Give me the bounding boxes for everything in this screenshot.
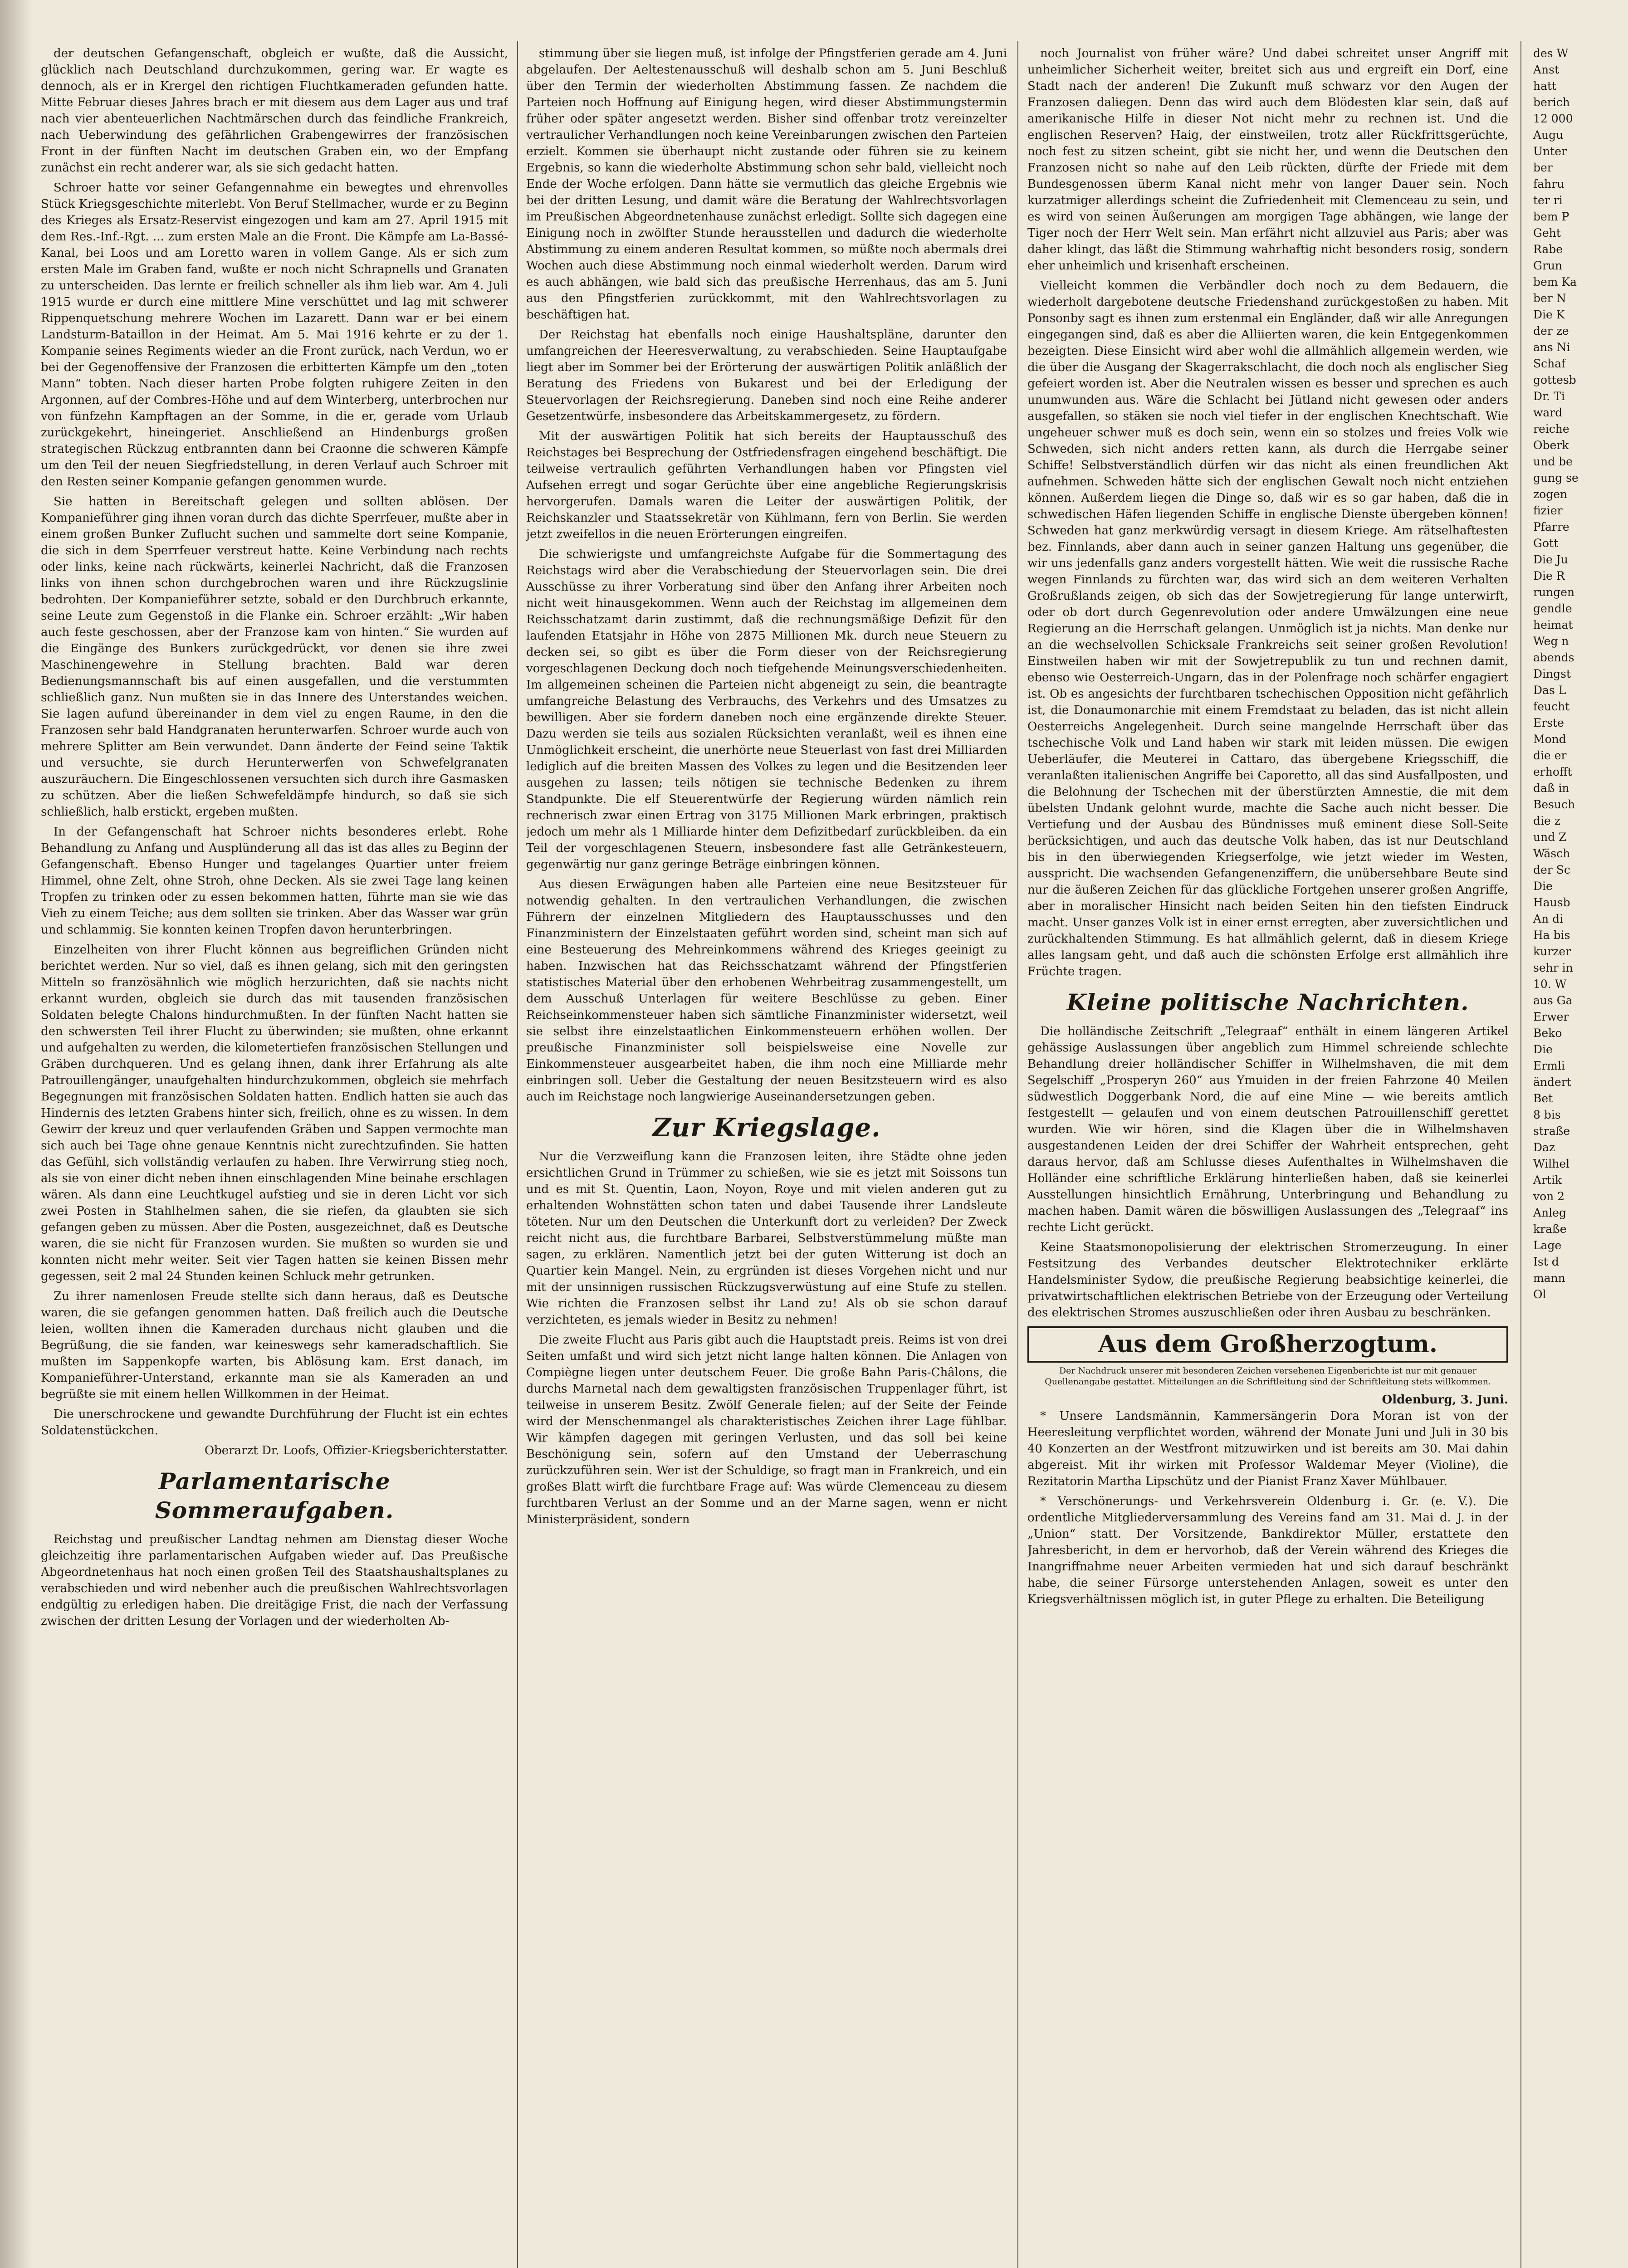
fragment-line: Schaf xyxy=(1533,357,1566,370)
paragraph: stimmung über sie liegen muß, ist infolge der Pfingstferien gerade am 4. Juni abgelaufen. Der Aeltestenausschuß will deshalb schon am 5. Juni Beschluß über den Termin der wiederholten Abstimmung fassen. Ze nachdem die Parteien noch Hoffnung auf Einigung hegen, wird dieser Abstimmungstermin früher oder später angesetzt werden. Bisher sind offenbar trotz vereinzelter vertraulicher Verhandlungen noch keine Vereinbarungen zwischen den Parteien erzielt. Kommen sie überhaupt nicht zustande oder führen sie zu keinem Ergebnis, so kann die wiederholte Abstimmung schon sehr bald, vielleicht noch Ende der Woche erfolgen. Dann hätte sie vermutlich das gleiche Ergebnis wie bei der dritten Lesung, und damit wäre die Beratung der Wahlrechtsvorlagen im Preußischen Abgeordnetenhause zunächst erledigt. Sollte sich dagegen eine Einigung noch in zwölfter Stunde herausstellen und dadurch die wiederholte Abstimmung zu einem anderen Resultat kommen, so müßte noch abermals drei Wochen auch diese Abstimmung noch einmal wiederholt werden. Darum wird es auch abhängen, wie bald sich das preußische Herrenhaus, das am 5. Juni aus den Pfingstferien zurückkommt, mit den Wahlrechtsvorlagen zu beschäftigen hat. xyxy=(526,47,1007,322)
column-3 xyxy=(1027,45,1508,2268)
fragment-line: feucht xyxy=(1533,700,1570,713)
article-flucht xyxy=(41,45,508,1459)
dateline: Oldenburg, 3. Juni. xyxy=(1382,1393,1508,1407)
fragment-line: Weg n xyxy=(1533,635,1569,648)
paragraph: Die schwierigste und umfangreichste Aufgabe für die Sommertagung des Reichstags wird aber die Verabschiedung der Steuervorlagen sein. Die drei Ausschüsse zu ihrer Vorberatung sind über den Anfang ihrer Arbeiten noch nicht weit hinausgekommen. Wenn auch der Reichstag im allgemeinen dem Reichsschatzamt darin zustimmt, daß die rechnungsmäßige Defizit für den laufenden Etatsjahr in Höhe von 2875 Millionen Mk. durch neue Steuern zu decken sei, so gibt es über die Form dieser von der Reichsregierung vorgeschlagenen Deckung doch noch tiefgehende Meinungsverschiedenheiten. Im allgemeinen scheinen die Parteien nicht abgeneigt zu sein, die beantragte umfangreiche Belastung des Verbrauchs, des Verkehrs und des Umsatzes zu bewilligen. Aber sie fordern daneben noch eine ergänzende direkte Steuer. Dazu werden sie teils aus sozialen Rücksichten veranlaßt, weil es ihnen eine Unmöglichkeit erscheint, die unerhörte neue Steuerlast von fast drei Milliarden lediglich auf die breiten Massen des Volkes zu legen und die Besitzenden leer ausgehen zu lassen; teils nötigen sie technische Bedenken zu ihrem Standpunkte. Die elf Steuerentwürfe der Regierung würden nämlich rein rechnerisch zwar einen Ertrag von 3175 Millionen Mark erbringen, praktisch jedoch um mehr als 1 Milliarde hinter dem Defizitbedarf zurückbleiben. da ein Teil der vorgeschlagenen Steuern, insbesondere fast alle Getränkesteuern, gegenwärtig nur ganz geringe Beträge einbringen können. xyxy=(526,547,1007,871)
paragraph: Einzelheiten von ihrer Flucht können aus begreiflichen Gründen nicht berichtet werden. Nur so viel, daß es ihnen gelang, sich mit den geringsten Mitteln so französähnlich wie möglich herzurichten, daß sie nachts nicht erkannt wurden, obgleich sie durch das mit tausenden französischen Soldaten belegte Chalons hindurchmußten. In der fünften Nacht hatten sie den schwersten Teil ihrer Flucht zu überwinden; sie mußten, ohne erkannt und aufgehalten zu werden, die kilometertiefen französischen Stellungen und Gräben durchqueren. Und es gelang ihnen, dank ihrer Erfahrung als alte Patrouillengänger, unaufgehalten hindurchzukommen, obgleich sie mehrfach Begegnungen mit französischen Soldaten hatten. Endlich hatten sie auch das Hindernis des letzten Grabens hinter sich, freilich, ohne es zu wissen. In dem Gewirr der kreuz und quer verlaufenden Gräben und Sappen vermochte man sich auch bei Tage ohne genaue Kenntnis nicht zurechtzufinden. Sie hatten das Gefühl, sich vollständig verlaufen zu haben. Ihre Verwirrung stieg noch, als sie von einer dicht neben ihnen einschlagenden Mine beinahe erschlagen wären. Als dann eine Leuchtkugel aufstieg und sie in deren Licht vor sich zwei Posten in Stahlhelmen sahen, die sie riefen, da glaubten sie sich gefangen geben zu müssen. Aber die Posten, ausgezeichnet, daß es Deutsche waren, die sie nicht für Franzosen wurden. Sie mußten so wurden sie und konnten nicht mehr weiter. Seit vier Tagen hatten sie keinen Bissen mehr gegessen, seit 2 mal 24 Stunden keinen Schluck mehr getrunken. xyxy=(41,943,508,1283)
fragment-line: Wilhel xyxy=(1533,1157,1570,1170)
fragment-line: erhofft xyxy=(1533,765,1572,778)
paragraph: Der Reichstag hat ebenfalls noch einige Haushaltspläne, darunter den umfangreichen der Heeresverwaltung, zu verabschieden. Seine Hauptaufgabe liegt aber im Sommer bei der Erörterung der auswärtigen Politik anläßlich der Beratung des Friedens von Bukarest und bei der Erledigung der Steuervorlagen der Reichsregierung. Daneben sind noch eine Reihe anderer Gesetzentwürfe, insbesondere das Arbeitskammergesetz, zu fördern. xyxy=(526,328,1007,423)
fragment-line: Beko xyxy=(1533,1026,1562,1040)
fragment-line: Mond xyxy=(1533,733,1566,746)
paragraph: Sie hatten in Bereitschaft gelegen und sollten ablösen. Der Kompanieführer ging ihnen voran durch das dichte Sperrfeuer, mußte aber in einem großen Bunker Zuflucht suchen und sammelte dort seine Kompanie, die sich in dem Sperrfeuer verstreut hatte. Keine Verbindung nach rechts oder links, keine nach rückwärts, keinerlei Nachricht, daß die Franzosen links von ihnen schon durchgebrochen waren und ihre Rückzugslinie bedrohten. Der Kompanieführer setzte, sobald er den Durchbruch erkannte, seine Leute zum Gegenstoß in die Flanke ein. Schroer erzählt: „Wir haben auch feste geschossen, aber der Franzose kam von hinten.“ Sie wurden auf die Eingänge des Bunkers zurückgedrückt, vor denen sie ihre zwei Maschinengewehre in Stellung brachten. Bald war deren Bedienungsmannschaft bis auf einen ausgefallen, und die verstummten schließlich ganz. Nun mußten sie in das Innere des Unterstandes weichen. Sie lagen aufund übereinander in dem viel zu engen Raume, in den die Franzosen sehr bald Handgranaten herunterwarfen. Schroer wurde auch von mehrere Splitter am Bein verwundet. Dann änderte der Feind seine Taktik und versuchte, sie durch Herunterwerfen von Schwefelgranaten auszuräuchern. Die Eingeschlossenen versuchten sich durch ihre Gasmasken zu schützen. Aber die ließen Schwefeldämpfe hindurch, so daß sie sich schließlich, halb erstickt, ergeben mußten. xyxy=(41,495,508,819)
fragment-line: Oberk xyxy=(1533,439,1569,452)
fragment-line: und Z xyxy=(1533,831,1567,844)
fragment-line: 8 bis xyxy=(1533,1108,1561,1121)
fragment-line: fahru xyxy=(1533,177,1564,191)
paragraph: * Verschönerungs- und Verkehrsverein Oldenburg i. Gr. (e. V.). Die ordentliche Mitgliederversammlung des Vereins fand am 31. Mai d. J. in der „Union“ statt. Der Vorsitzende, Bankdirektor Müller, erstattete den Jahresbericht, in dem er hervorhob, daß der Verein während des Krieges die Inangriffnahme neuer Arbeiten vermieden hat und sich darauf beschränkt habe, die seiner Fürsorge unterstehenden Anlagen, soweit es unter den Kriegsverhältnissen möglich ist, in guter Pflege zu erhalten. Die Beteiligung xyxy=(1027,1495,1508,1606)
fragment-line: Anst xyxy=(1533,63,1560,76)
paragraph: Schroer hatte vor seiner Gefangennahme ein bewegtes und ehrenvolles Stück Kriegsgeschichte miterlebt. Von Beruf Stellmacher, wurde er zu Beginn des Krieges als Ersatz-Reservist eingezogen und kam am 27. April 1915 mit dem Res.-Inf.-Rgt. ... zum ersten Male an die Front. Die Kämpfe am La-Bassé-Kanal, bei Loos und am Loretto waren in vollem Gange. Als er sich zum ersten Male im Graben fand, wußte er noch nicht Schrapnells und Granaten zu unterscheiden. Das lernte er freilich schneller als ihm lieb war. Am 4. Juli 1915 wurde er durch eine mittlere Mine verschüttet und lag mit schwerer Rippenquetschung mehrere Wochen im Lazarett. Dann war er bei einem Landsturm-Bataillon in der Heimat. Am 5. Mai 1916 kehrte er zu der 1. Kompanie seines Regiments wieder an die Front zurück, nach Verdun, wo er bei der Gegenoffensive der Franzosen die erbitterten Kämpfe um den „toten Mann“ tobten. Nach dieser harten Probe folgten ruhigere Zeiten in den Argonnen, auf der Combres-Höhe und auf dem Winterberg, unterbrochen nur von fünfzehn Kampftagen an der Somme, in die er, gerade vom Urlaub zurückgekehrt, hineingeriet. Anschließend an Hindenburgs großen strategischen Rückzug entbrannten dann bei Craonne die schweren Kämpfe um den Teil der neuen Siegfriedstellung, in deren Verlauf auch Schroer mit den Resten seiner Kompanie gefangen genommen wurde. xyxy=(41,181,508,489)
fragment-line: abends xyxy=(1533,651,1574,664)
fragment-line: die z xyxy=(1533,814,1560,827)
fragment-line: gendle xyxy=(1533,602,1572,615)
fragment-line: Besuch xyxy=(1533,798,1575,811)
fragment-line: Die R xyxy=(1533,569,1565,582)
fragment-line: Bet xyxy=(1533,1092,1553,1105)
fragment-line: Augu xyxy=(1533,128,1564,142)
fragment-line: Ha bis xyxy=(1533,929,1570,942)
fragment-line: Erwer xyxy=(1533,1010,1569,1023)
fragment-line: Rabe xyxy=(1533,243,1563,256)
paragraph: * Unsere Landsmännin, Kammersängerin Dora Moran ist von der Heeresleitung verpflichtet worden, während der Monate Juni und Juli in 30 bis 40 Konzerten an der Westfront mitzuwirken und ist bereits am 30. Mai dahin abgereist. Mit ihr wirken mit Professor Waldemar Meyer (Violine), die Rezitatorin Martha Lipschütz und der Pianist Franz Xaver Mühlbauer. xyxy=(1027,1409,1508,1488)
fragment-line: Gott xyxy=(1533,537,1559,550)
fragment-line: Das L xyxy=(1533,684,1566,697)
fragment-line: ward xyxy=(1533,406,1563,419)
paragraph: Zu ihrer namenlosen Freude stellte sich dann heraus, daß es Deutsche waren, die sie gefangen genommen hatten. Daß freilich auch die Deutsche leien, wollten ihnen die Kameraden durchaus nicht glauben und die Begrüßung, die sie fanden, war keineswegs sehr kameradschaftlich. Sie mußten im Sappenkopfe warten, bis Ablösung kam. Erst danach, im Kompanieführer-Unterstand, erkannte man sie als Kameraden an und begrüßte sie mit einem hellen Willkommen in der Heimat. xyxy=(41,1290,508,1401)
paragraph: Keine Staatsmonopolisierung der elektrischen Stromerzeugung. In einer Festsitzung des Verbandes deutscher Elektrotechniker erklärte Handelsminister Sydow, die preußische Regierung beabsichtige keinerlei, die privatwirtschaftlichen elektrischen Betriebe von der Erzeugung oder Verteilung des elektrischen Stromes auszuschließen oder ihren Ausbau zu beschränken. xyxy=(1027,1241,1508,1320)
paragraph: Vielleicht kommen die Verbändler doch noch zu dem Bedauern, die wiederholt dargebotene deutsche Friedenshand zurückgestoßen zu haben. Mit Ponsonby sagt es ihnen zum erstenmal ein Engländer, daß wir alle Anregungen eingegangen sind, daß es aber die Alliierten waren, die kein Entgegenkommen bezeigten. Diese Einsicht wird aber wohl die allmählich allgemein werden, wie die über die Ausgang der Skagerrakschlacht, die doch noch als englischer Sieg gefeiert worden ist. Aber die Neutralen wissen es besser und sprechen es auch unumwunden aus. Wäre die Schlacht bei Jütland nicht gewesen oder anders ausgefallen, so stäken sie noch viel tiefer in der englischen Knechtschaft. Wie ungeheuer schwer muß es doch sein, wenn ein so stolzes und freies Volk wie Schweden, sich nicht anders retten kann, als durch die Herrgabe seiner Schiffe! Selbstverständlich dürfen wir das nicht als einen freundlichen Akt aufnehmen. Schweden hätte sich der englischen Gewalt noch nicht entziehen können. Außerdem liegen die Dinge so, daß wir es so gar haben, daß die in schwedischen Häfen liegenden Schiffe in englische Dienste übergeben können! Schweden hat ganz merkwürdig versagt in diesem Kriege. Am rätselhaftesten bez. Finnlands, aber dann auch in seiner ganzen Haltung uns gegenüber, die wir uns jedenfalls ganz anders vorgestellt hätten. Wie weit die russische Rache wegen Finnlands zu fürchten war, das wird sich an dem weiteren Verhalten Großrußlands zeigen, ob sich das der Sowjetregierung für lange unterwirft, oder ob dort durch Gegenrevolution oder andere Umwälzungen eine neue Regierung an die Herrschaft gelangen. Unmöglich ist ja nichts. Man denke nur an die wechselvollen Schicksale Frankreichs seit seiner großen Revolution! Einstweilen haben wir mit der Sowjetrepublik zu tun und rechnen damit, ebenso wie Oesterreich-Ungarn, das in der Polenfrage noch schärfer engagiert ist. Ob es angesichts der furchtbaren tschechischen Opposition nicht gefährlich ist, die Donaumonarchie mit einem Fremdstaat zu beladen, das ist nicht allein Oesterreichs Angelegenheit. Durch seine mangelnde Herrschaft über das tschechische Volk und Land haben wir stark mit leiden müssen. Die ewigen Ueberläufer, die Meuterei in Cattaro, das übergebene Kriegsschiff, die veranlaßten italienischen Angriffe bei Caporetto, all das sind Ausfallposten, und die Belohnung der Tschechen mit der überstürzten Amnestie, die mit dem übelsten Undank gelohnt wurde, machte die Sache auch nicht besser. Die Vertiefung und der Ausbau des Bündnisses muß eminent diese Soll-Seite berücksichtigen, und auch das deutsche Volk haben, das ist nur Deutschland bis in den überwiegenden Kriegserfolge, wie jetzt wieder im Westen, ausspricht. Die wachsenden Gefangenenziffern, die unübersehbare Beute sind nur die äußeren Zeichen für das glückliche Fortgehen unserer großen Angriffe, aber in moralischer Hinsicht nach beiden Seiten hin den tiefsten Eindruck macht. Unser ganzes Volk ist in einer ernst erregten, aber zuversichtlichen und zurückhaltenden Stimmung. Es hat allmählich gelernt, daß in diesem Kriege alles langsam geht, und daß auch die schönsten Erfolge erst allmählich ihre Früchte tragen. xyxy=(1027,279,1508,978)
fragment-line: ter ri xyxy=(1533,194,1563,207)
fragment-line: aus Ga xyxy=(1533,994,1573,1007)
fragment-line: Die K xyxy=(1533,308,1565,321)
paragraph: Aus diesen Erwägungen haben alle Parteien eine neue Besitzsteuer für notwendig gehalten. In den vertraulichen Verhandlungen, die zwischen Führern der einzelnen Mitgliedern des Hauptausschusses und den Finanzministern der Einzelstaaten geführt worden sind, scheint man sich auf eine Besteuerung des Mehreinkommens während des Krieges geeinigt zu haben. Inzwischen hat das Reichsschatzamt während der Pfingstferien statistisches Material über den erhobenen Wehrbeitrag zusammengestellt, um dem Ausschuß Unterlagen für weitere Beschlüsse zu geben. Einer Reichseinkommensteuer haben sich sämtliche Finanzminister widersetzt, weil sie selbst ihre einzelstaatlichen Einkommensteuern erhöhen wollen. Der preußische Finanzminister soll beispielsweise eine Novelle zur Einkommensteuer ausgearbeitet haben, die ihm noch eine Milliarde mehr einbringen soll. Ueber die Gestaltung der neuen Besitzsteuern wird es also auch im Reichstage noch langwierige Auseinandersetzungen geben. xyxy=(526,878,1007,1104)
fragment-line: Anleg xyxy=(1533,1206,1566,1219)
fragment-line: Hausb xyxy=(1533,896,1570,909)
section-heading-kriegslage: Zur Kriegslage. xyxy=(652,1113,881,1143)
fragment-line: kraße xyxy=(1533,1222,1567,1236)
fragment-line: 10. W xyxy=(1533,978,1567,991)
fragment-line: des W xyxy=(1533,47,1569,60)
reprint-notice: Der Nachdruck unserer mit besonderen Zeichen versehenen Eigenberichte ist nur mit genauer Quellenangabe gestattet. Mitteilungen an die Schriftleitung sind der Schriftleitung stets willkommen. xyxy=(1045,1366,1491,1387)
fragment-line: ändert xyxy=(1533,1075,1571,1089)
fragment-line: fizier xyxy=(1533,504,1563,517)
fragment-line: Unter xyxy=(1533,145,1567,158)
paragraph: Die unerschrockene und gewandte Durchführung der Flucht ist ein echtes Soldatenstückchen. xyxy=(41,1408,508,1437)
column-rule xyxy=(1017,41,1018,2268)
fragment-line: heimat xyxy=(1533,618,1573,631)
fragment-line: bem P xyxy=(1533,210,1569,223)
fragment-line: der ze xyxy=(1533,324,1569,337)
fragment-line: rungen xyxy=(1533,586,1575,599)
fragment-line: ans Ni xyxy=(1533,341,1570,354)
page-gutter-shadow xyxy=(0,0,32,2268)
column-1 xyxy=(41,45,508,2268)
paragraph: Die zweite Flucht aus Paris gibt auch die Hauptstadt preis. Reims ist von drei Seiten umfaßt und wird sich jetzt nicht lange halten können. Die Anlagen von Compiègne liegen unter deutschem Feuer. Die große Bahn Paris-Châlons, die durchs Marnetal nach dem gewaltigsten französischen Truppenlager führt, ist teilweise in unserem Besitz. Zwölf Generale fielen; auf der Seite der Feinde wird der Menschenmangel als charakteristisches Zeichen ihrer Lage fühlbar. Wir kämpfen dagegen mit geringen Verlusten, und das soll bei keine Beschönigung sein, sofern auf den Umstand der Ueberraschung zurückzuführen sein. Wer ist der Schuldige, so fragt man in Frankreich, und ein großes Blatt wirft die furchtbare Frage auf: Was würde Clemenceau zu diesem furchtbaren Verlust an der Somme und an der Marne sagen, wenn er nicht Ministerpräsident, sondern xyxy=(526,1333,1007,1526)
fragment-line: der Sc xyxy=(1533,863,1570,876)
fragment-line: Geht xyxy=(1533,226,1561,240)
column-rule xyxy=(1520,41,1521,2268)
fragment-line: Lage xyxy=(1533,1239,1562,1252)
fragment-line: Daz xyxy=(1533,1141,1555,1154)
fragment-line: Die xyxy=(1533,1043,1553,1056)
fragment-line: Die Ju xyxy=(1533,553,1568,566)
fragment-line: ber xyxy=(1533,161,1553,174)
fragment-line: die er xyxy=(1533,749,1567,762)
fragment-line: zogen xyxy=(1533,488,1568,501)
paragraph: Mit der auswärtigen Politik hat sich bereits der Hauptausschuß des Reichstages bei Besprechung der Ostfriedensfragen eingehend beschäftigt. Die teilweise vertraulich geführten Verhandlungen haben vor Pfingsten viel Aufsehen erregt und sogar Gerüchte über eine angebliche Regierungskrisis hervorgerufen. Damals waren die Leiter der auswärtigen Politik, der Reichskanzler und Staatssekretär von Kühlmann, fern von Berlin. Sie werden jetzt zweifellos in die neuen Erörterungen eingreifen. xyxy=(526,430,1007,541)
fragment-line: daß in xyxy=(1533,782,1569,795)
fragment-line: ber N xyxy=(1533,292,1566,305)
fragment-line: Erste xyxy=(1533,716,1564,729)
fragment-line: Wäsch xyxy=(1533,847,1570,860)
fragment-line: gung se xyxy=(1533,471,1579,484)
section-heading-kleine-nachrichten: Kleine politische Nachrichten. xyxy=(1066,989,1469,1016)
fragment-line: gottesb xyxy=(1533,373,1576,386)
paragraph: Reichstag und preußischer Landtag nehmen am Dienstag dieser Woche gleichzeitig ihre parlamentarischen Aufgaben wieder auf. Das Preußische Abgeordnetenhaus hat noch einen großen Teil des Staatshaushaltsplanes zu verabschieden und wird nebenher auch die preußischen Wahlrechtsvorlagen endgültig zu erledigen haben. Die dreitägige Frist, die nach der Verfassung zwischen der dritten Lesung der Vorlagen und der wiederholten Ab- xyxy=(41,1533,508,1628)
paragraph: der deutschen Gefangenschaft, obgleich er wußte, daß die Aussicht, glücklich nach Deutschland durchzukommen, gering war. Er wagte es dennoch, als er in Krergel den richtigen Fluchtkameraden gefunden hatte. Mitte Februar dieses Jahres brach er mit diesem aus dem Lager aus und traf nach vier abenteuerlichen Nachtmärschen durch das feindliche Frankreich, nach Ueberwindung des gefährlichen Grabengewirres der französischen Front in der fünften Nacht im deutschen Graben ein, wo der Empfang zunächst ein recht anderer war, als sie sich gedacht hatten. xyxy=(41,47,508,175)
paragraph: Nur die Verzweiflung kann die Franzosen leiten, ihre Städte ohne jeden ersichtlichen Grund in Trümmer zu schießen, wie sie es jetzt mit Soissons tun und es mit St. Quentin, Laon, Noyon, Roye und mit vielen anderen gut zu erhaltenden Wohnstätten schon taten und dabei Tausende ihrer Landsleute töteten. Nur um den Deutschen die Unterkunft dort zu verleiden? Der Zweck reicht nicht aus, die furchtbare Barbarei, Selbstverstümmelung müßte man sagen, zu erklären. Namentlich jetzt bei der guten Witterung ist doch an Quartier kein Mangel. Nein, zu ergründen ist dieses Vorgehen nicht und nur mit der unsinnigen russischen Rückzugsverwüstung auf eine Stufe zu stellen. Wie richten die Franzosen selbst ihr Land zu! Als ob sie schon darauf verzichteten, es jemals wieder in Besitz zu nehmen! xyxy=(526,1150,1007,1327)
fragment-line: Dingst xyxy=(1533,667,1571,680)
fragment-line: bem Ka xyxy=(1533,275,1577,288)
fragment-line: An di xyxy=(1533,912,1564,925)
section-heading-grossherzogtum: Aus dem Großherzogtum. xyxy=(1027,1326,1508,1363)
fragment-line: Ist d xyxy=(1533,1255,1559,1268)
column-rule xyxy=(517,41,518,2268)
fragment-line: kurzer xyxy=(1533,945,1571,958)
column-2 xyxy=(526,45,1007,2268)
fragment-line: Ermli xyxy=(1533,1059,1565,1072)
fragment-line: sehr in xyxy=(1533,961,1573,974)
fragment-line: reiche xyxy=(1533,422,1569,435)
fragment-line: Ol xyxy=(1533,1288,1546,1301)
fragment-line: und be xyxy=(1533,455,1573,468)
paragraph: Die holländische Zeitschrift „Telegraaf“ enthält in einem längeren Artikel gehässige Auslassungen über angeblich zum Himmel schreiende schlechte Behandlung dreier holländischer Schiffer in Wilhelmshaven, die mit dem Segelschiff „Prosperyn 260“ aus Ymuiden in der freien Fahrzone 40 Meilen südwestlich Doggerbank Nord, die auf eine Mine — wie bereits amtlich festgestellt — gelaufen und von einem deutschen Patrouillenschiff gerettet wurden. Wie wir hören, sind die Klagen über die in Wilhelmshaven ausgestandenen Leiden der drei Schiffer der Wahrheit entsprechen, geht daraus hervor, daß am Schlusse dieses Aufenthaltes in Wilhelmshaven die Holländer eine schriftliche Erklärung hinterließen haben, daß sie keinerlei Ausstellungen hinsichtlich Ernährung, Unterbringung und Behandlung zu machen haben. Damit wären die böswilligen Auslassungen des „Telegraaf“ ins rechte Licht gerückt. xyxy=(1027,1025,1508,1234)
fragment-line: Artik xyxy=(1533,1173,1562,1187)
fragment-line: Dr. Ti xyxy=(1533,390,1565,403)
fragment-line: Grun xyxy=(1533,259,1563,272)
fragment-line: Die xyxy=(1533,880,1553,893)
author-signature: Oberarzt Dr. Loofs, Offizier-Kriegsberichterstatter. xyxy=(204,1444,508,1457)
fragment-line: von 2 xyxy=(1533,1190,1565,1203)
section-heading-parlamentarische: Parlamentarische Sommeraufgaben. xyxy=(155,1468,394,1524)
fragment-line: mann xyxy=(1533,1271,1565,1285)
column-4-fragment xyxy=(1533,45,1626,2268)
paragraph: noch Journalist von früher wäre? Und dabei schreitet unser Angriff mit unheimlicher Sicherheit weiter, breitet sich aus und ergreift ein Dorf, eine Stadt nach der anderen! Die Zukunft muß schwarz vor den Augen der Franzosen daliegen. Denn das wird auch dem Blödesten klar sein, daß auf amerikanische Hilfe in dieser Not nicht mehr zu rechnen ist. Und die englischen Reserven? Haig, der einstweilen, trotz aller Rückfrittsgerüchte, noch fest zu sitzen scheint, gibt sie nicht her, und wenn die Deutschen den Franzosen nicht so nahe auf den Leib rückten, dürfte der Friede mit dem Bundesgenossen überm Kanal nicht mehr von langer Dauer sein. Noch kurzatmiger allerdings scheint die Zufriedenheit mit Clemenceau zu sein, und es wird von seinen Äußerungen am morgigen Tage abhängen, wie lange der Tiger noch der Herr Welt sein. Man erfährt nicht allzuviel aus Paris; aber was daher klingt, das läßt die Stimmung wahrhaftig nicht besonders rosig, sondern eher unheimlich und krisenhaft erscheinen. xyxy=(1027,47,1508,273)
fragment-line: Pfarre xyxy=(1533,520,1569,533)
fragment-line: berich xyxy=(1533,96,1570,109)
fragment-line: straße xyxy=(1533,1124,1570,1138)
fragment-line: hatt xyxy=(1533,79,1557,93)
fragment-line: 12 000 xyxy=(1533,112,1573,125)
paragraph: In der Gefangenschaft hat Schroer nichts besonderes erlebt. Rohe Behandlung zu Anfang und Ausplünderung all das ist das alles zu Beginn der Gefangenschaft. Ebenso Hunger und tagelanges Quartier unter freiem Himmel, ohne Zelt, ohne Stroh, ohne Decken. Als sie zwei Tage lang keinen Tropfen zu trinken oder zu essen bekommen hatten, führte man sie wie das Vieh zu einem Teiche; aus dem sollten sie trinken. Aber das Wasser war grün und schlammig. Sie konnten keinen Tropfen davon herunterbringen. xyxy=(41,825,508,937)
